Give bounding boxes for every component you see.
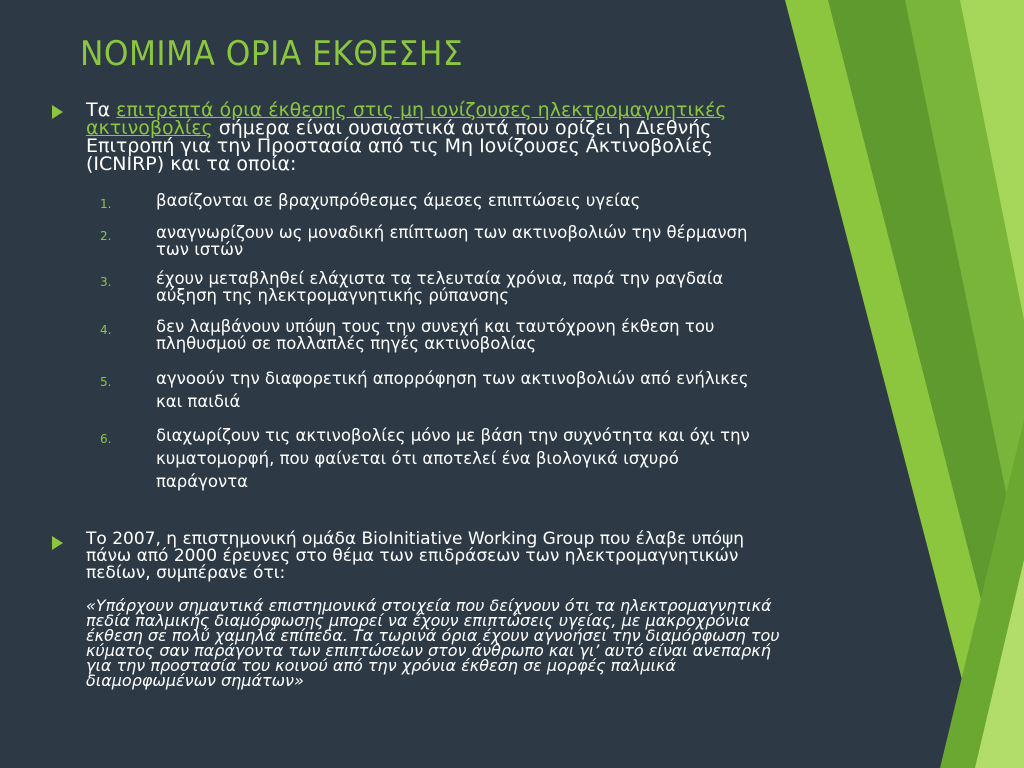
list-item: δεν λαμβάνουν υπόψη τους την συνεχή και ταυτόχρονη έκθεση του πληθυσμού σε πολλαπλές πηγές ακτινοβολίας	[156, 317, 715, 353]
slide-title: ΝΟΜΙΜΑ ΟΡΙΑ ΕΚΘΕΣΗΣ	[80, 34, 464, 74]
bullet-arrow-icon	[52, 105, 63, 119]
list-number: 2.	[100, 229, 112, 243]
intro-paragraph	[86, 101, 776, 173]
list-number: 4.	[100, 323, 112, 337]
quote-paragraph: «Υπάρχουν σημαντικά επιστημονικά στοιχεία που δείχνουν ότι τα ηλεκτρομαγνητικά πεδία παλμικής διαμόρφωσης μπορεί να έχουν επιπτώσεις υγείας, με μακροχρόνια έκθεση σε πολύ χαμηλά επίπεδα. Τα τωρινά όρια έχουν αγνοήσει την διαμόρφωση του κύματος σαν παράγοντα των επιπτώσεων στον άνθρωπο και γι’ αυτό είναι ανεπαρκή για την προστασία του κοινού από την χρόνια έκθεση σε μορφές παλμικά διαμορφωμένων σημάτων»	[86, 596, 780, 690]
list-item: έχουν μεταβληθεί ελάχιστα τα τελευταία χρόνια, παρά την ραγδαία αύξηση της ηλεκτρομαγνητικής ρύπανσης	[156, 269, 724, 305]
list-item: αναγνωρίζουν ως μοναδική επίπτωση των ακτινοβολιών την θέρμανση των ιστών	[156, 223, 748, 259]
bioinitiative-paragraph: Το 2007, η επιστημονική ομάδα BioInitiative Working Group που έλαβε υπόψη πάνω από 2000 έρευνες στο θέμα των επιδράσεων των ηλεκτρομαγνητικών πεδίων, συμπέρανε ότι:	[86, 529, 745, 583]
intro-lead: Τα	[86, 99, 117, 121]
list-number: 5.	[100, 375, 112, 389]
limits-link[interactable]: επιτρεπτά όρια έκθεσης στις μη ιονίζουσες ηλεκτρομαγνητικές ακτινοβολίες	[86, 99, 727, 139]
list-number: 1.	[100, 197, 112, 211]
intro-rest: σήμερα είναι ουσιαστικά αυτά που ορίζει η Διεθνής Επιτροπή για την Προστασία από τις Μη Ιονίζουσες Ακτινοβολίες (ICNIRP) και τα οποία:	[86, 117, 713, 175]
bullet-arrow-icon	[52, 536, 63, 550]
list-number: 3.	[100, 275, 112, 289]
list-item: βασίζονται σε βραχυπρόθεσμες άμεσες επιπτώσεις υγείας	[156, 191, 641, 210]
list-item: αγνοούν την διαφορετική απορρόφηση των ακτινοβολιών από ενήλικες και παιδιά	[156, 369, 749, 411]
list-number: 6.	[100, 432, 112, 446]
list-item: διαχωρίζουν τις ακτινοβολίες μόνο με βάση την συχνότητα και όχι την κυματομορφή, που φαίνεται ότι αποτελεί ένα βιολογικά ισχυρό παράγοντα	[156, 426, 750, 491]
